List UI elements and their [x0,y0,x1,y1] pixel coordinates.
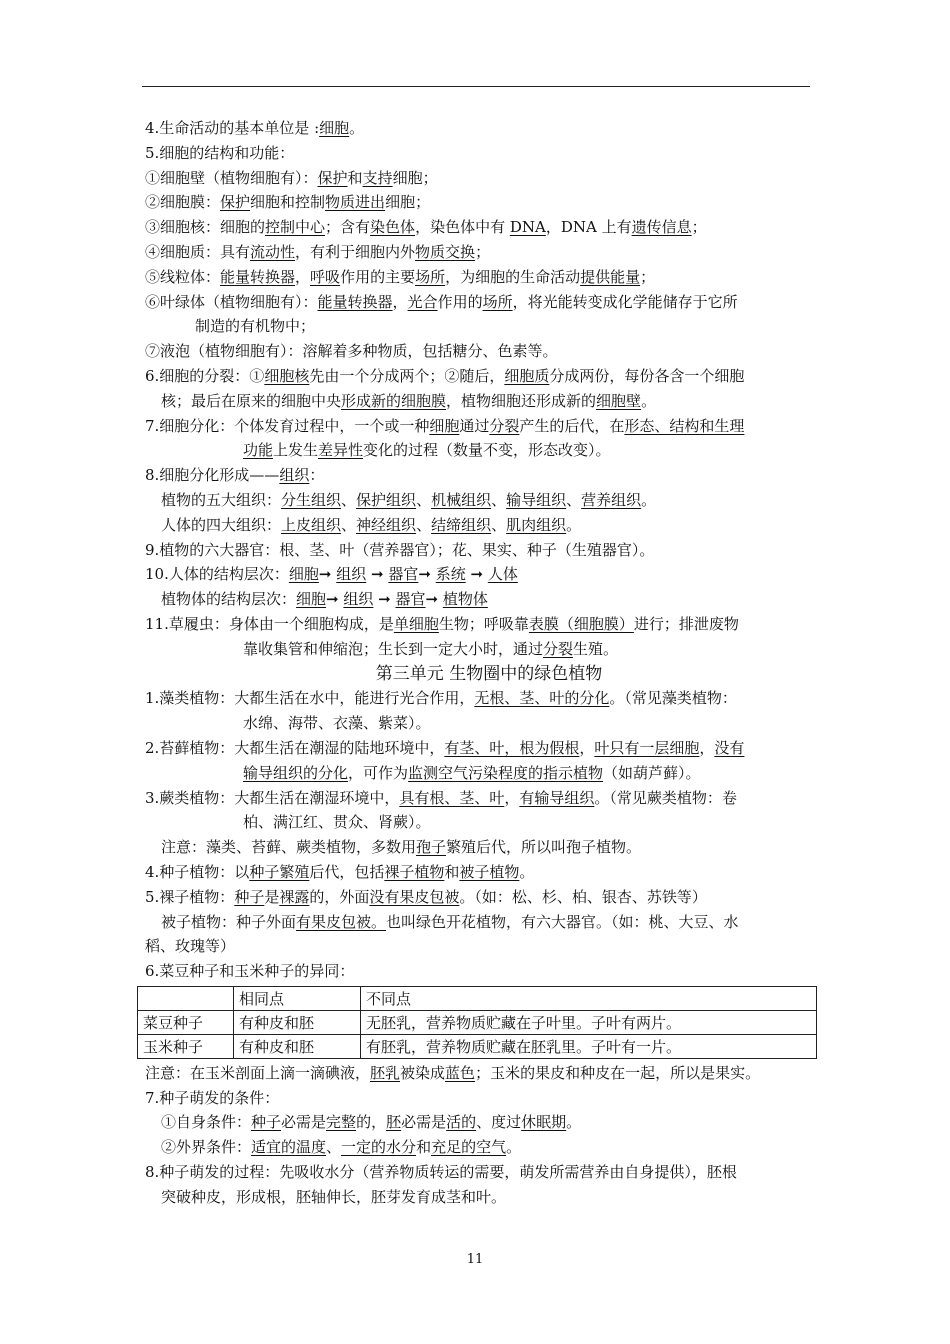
table-cell: 有胚乳，营养物质贮藏在胚乳里。子叶有一片。 [361,1034,817,1058]
underlined-term: 支持 [362,168,393,187]
underlined-term: 遗传信息 [631,218,692,237]
text-line: 突破种皮，形成根，胚轴伸长，胚芽发育成茎和叶。 [161,1187,507,1206]
underlined-term: 具有根、茎、叶 [399,788,505,807]
text-line: 水绵、海带、衣藻、紫菜）。 [243,714,431,733]
text-line: 6.菜豆种子和玉米种子的异同： [145,962,355,981]
underlined-term: 能量转换器 [317,292,393,311]
text-line: 5.细胞的结构和功能： [145,143,295,162]
text-line: 7.细胞分化：个体发育过程中，一个或一种细胞通过分裂产生的后代，在形态、结构和生理 [145,416,745,435]
text-line: 8.种子萌发的过程：先吸收水分（营养物质转运的需要，萌发所需营养由自身提供），胚根 [145,1163,737,1182]
underlined-term: 种子 [251,1113,282,1132]
underlined-term: 机械组织 [431,490,492,509]
text-line: 被子植物：种子外面有果皮包被。也叫绿色开花植物，有六大器官。（如：桃、大豆、水 [161,912,739,931]
underlined-term: 细胞质 [504,366,550,385]
text-line: 4.生命活动的基本单位是 :细胞。 [145,119,365,137]
underlined-term: 蓝色 [445,1063,476,1082]
underlined-term: 细胞 [429,416,460,435]
underlined-term: 场所 [415,267,446,286]
underlined-term: 人体 [487,565,518,584]
underlined-term: 保护 [317,168,348,187]
underlined-term: 分裂 [543,639,574,658]
underlined-term: 物质进出 [325,193,386,212]
text-line: ②细胞膜：保护细胞和控制物质进出细胞； [145,193,431,212]
table-cell: 有种皮和胚 [234,1034,361,1058]
underlined-term: 叶只有一层细胞 [594,738,700,757]
underlined-term: 呼吸 [310,267,341,286]
underlined-term: 肌肉组织 [506,515,567,534]
text-line: 核；最后在原来的细胞中央形成新的细胞膜，植物细胞还形成新的细胞壁。 [161,391,657,410]
table-cell: 玉米种子 [138,1034,234,1058]
text-line: 稻、玫瑰等） [145,937,236,956]
text-line: ②外界条件：适宜的温度、一定的水分和充足的空气。 [161,1138,522,1157]
underlined-term: 光合 [407,292,438,311]
underlined-term: 场所 [482,292,513,311]
underlined-term: 细胞 [288,565,319,584]
underlined-term: 输导组织 [506,490,567,509]
underlined-term: 充足的空气 [431,1138,507,1157]
text-line: 人体的四大组织：上皮组织、神经组织、结缔组织、肌肉组织。 [161,515,582,534]
text-line: ①细胞壁（植物细胞有）：保护和支持细胞； [145,168,438,187]
underlined-term: 营养组织 [581,490,642,509]
underlined-term: 表膜（细胞膜） [528,614,634,633]
underlined-term: 有茎、叶，根为假根 [444,738,580,757]
underlined-term: 活的 [446,1113,477,1132]
section-cells [145,116,813,438]
underlined-term: 器官 [388,565,419,584]
underlined-term: 植物体 [442,590,488,609]
underlined-term: 无根、茎、叶的分化 [474,689,610,708]
underlined-term: 组织 [343,590,374,609]
underlined-term: 分裂 [489,416,520,435]
seed-comparison-table [137,986,817,1059]
text-line: 功能上发生差异性变化的过程（数量不变，形态改变）。 [243,441,611,460]
underlined-term: 细胞 [296,590,327,609]
text-line: 柏、满江红、贯众、肾蕨）。 [243,813,431,832]
header-rule [142,86,810,87]
underlined-term: 没有 [714,738,745,757]
underlined-term: 组织 [279,466,310,485]
underlined-term: 形态、结构和生理 [624,416,745,435]
table-cell: 菜豆种子 [138,1010,234,1034]
underlined-term: 休眠期 [521,1113,567,1132]
table-header-cell: 相同点 [234,986,361,1010]
table-header-cell: 不同点 [361,986,817,1010]
text-line: ①自身条件：种子必需是完整的，胚必需是活的、度过休眠期。 [161,1113,582,1132]
underlined-term: 一定的水分 [341,1138,417,1157]
underlined-term: 染色体 [370,218,416,237]
table-header-row [138,986,817,1010]
underlined-term: 适宜的温度 [251,1138,327,1157]
text-line: 注意：在玉米剖面上滴一滴碘液，胚乳被染成蓝色；玉米的果皮和种皮在一起，所以是果实。 [145,1063,761,1082]
text-line: 制造的有机物中； [195,317,316,336]
text-line: 输导组织的分化，可作为监测空气污染程度的指示植物（如葫芦藓）。 [243,763,701,782]
text-line: 4.种子植物：以种子繁殖后代，包括裸子植物和被子植物。 [145,862,535,881]
text-line: 8.细胞分化形成——组织： [145,466,325,485]
underlined-term: 组织 [336,565,367,584]
text-line: ⑥叶绿体（植物细胞有）：能量转换器，光合作用的场所，将光能转变成化学能储存于它所 [145,292,738,311]
underlined-term: 结缔组织 [431,515,492,534]
underlined-term: 没有果皮包被 [369,887,460,906]
underlined-term: 有输导组织 [519,788,595,807]
underlined-term: 单细胞 [393,614,439,633]
underlined-term: 完整 [326,1113,357,1132]
underlined-term: 物质交换 [415,242,476,261]
text-line: 植物体的结构层次：细胞➞ 组织 ➞ 器官➞ 植物体 [161,590,488,609]
table-row [138,1034,817,1058]
page-number: 11 [466,1252,484,1267]
section-plants [145,686,813,984]
underlined-term: 形成新的细胞膜 [341,391,447,410]
underlined-term: 裸露 [279,887,310,906]
table-cell: 无胚乳，营养物质贮藏在子叶里。子叶有两片。 [361,1010,817,1034]
underlined-term: 提供能量 [580,267,641,286]
table-row [138,1010,817,1034]
underlined-term: 系统 [435,565,466,584]
underlined-term: 细胞 [319,119,350,137]
underlined-term: 种子繁殖 [249,862,310,881]
content [145,116,813,1210]
underlined-term: 流动性 [250,242,296,261]
underlined-term: 分生组织 [281,490,342,509]
text-line: ⑤线粒体：能量转换器，呼吸作用的主要场所，为细胞的生命活动提供能量； [145,267,656,286]
text-line: 注意：藻类、苔藓、蕨类植物，多数用孢子繁殖后代，所以叫孢子植物。 [161,838,642,857]
underlined-term: 输导组织的分化 [243,763,349,782]
underlined-term: 细胞壁 [596,391,642,410]
underlined-term: 孢子 [416,838,447,857]
underlined-term: 神经组织 [356,515,417,534]
underlined-term: 上皮组织 [281,515,342,534]
text-line: 1.藻类植物：大都生活在水中，能进行光合作用，无根、茎、叶的分化。（常见藻类植物： [145,689,737,708]
underlined-term: 保护 [220,193,251,212]
section-tissues [145,438,813,661]
underlined-term: 器官 [395,590,426,609]
underlined-term: 差异性 [318,441,364,460]
text-line: ④细胞质：具有流动性，有利于细胞内外物质交换； [145,242,491,261]
text-line: 10.人体的结构层次：细胞➞ 组织 ➞ 器官➞ 系统 ➞ 人体 [145,565,518,584]
underlined-term: 功能 [243,441,274,460]
table-header-cell [138,986,234,1010]
text-line: 5.裸子植物：种子是裸露的，外面没有果皮包被。（如：松、杉、柏、银杏、苏铁等） [145,887,707,906]
underlined-term: 胚乳 [370,1063,401,1082]
underlined-term: 保护组织 [356,490,417,509]
unit-title: 第三单元 生物圈中的绿色植物 [375,663,603,684]
underlined-term: 细胞核 [264,366,310,385]
underlined-term: 有果皮包被。 [296,912,387,931]
text-line: 2.苔藓植物：大都生活在潮湿的陆地环境中，有茎、叶，根为假根，叶只有一层细胞，没有 [145,738,745,757]
text-line: ⑦液泡（植物细胞有）：溶解着多种物质，包括糖分、色素等。 [145,342,558,361]
table-cell: 有种皮和胚 [234,1010,361,1034]
underlined-term: 裸子植物 [384,862,445,881]
underlined-term: 胚 [386,1113,402,1132]
underlined-term: DNA [509,218,546,237]
underlined-term: 控制中心 [265,218,326,237]
text-line: 11.草履虫：身体由一个细胞构成，是单细胞生物；呼吸靠表膜（细胞膜）进行；排泄废物 [145,614,739,633]
text-line: 靠收集管和伸缩泡；生长到一定大小时，通过分裂生殖。 [243,639,619,658]
text-line: 6.细胞的分裂：①细胞核先由一个分成两个；②随后，细胞质分成两份，每份各含一个细胞 [145,366,745,385]
underlined-term: 被子植物 [459,862,520,881]
text-line: 9.植物的六大器官：根、茎、叶（营养器官）；花、果实、种子（生殖器官）。 [145,540,655,559]
section-germination [145,1061,813,1210]
text-line: 7.种子萌发的条件： [145,1088,280,1107]
text-line: 3.蕨类植物：大都生活在潮湿环境中，具有根、茎、叶，有输导组织。（常见蕨类植物：卷 [145,788,737,807]
text-line: 植物的五大组织：分生组织、保护组织、机械组织、输导组织、营养组织。 [161,490,657,509]
underlined-term: 监测空气污染程度的指示植物 [408,763,604,782]
underlined-term: 能量转换器 [220,267,296,286]
underlined-term: 种子 [234,887,265,906]
text-line: ③细胞核：细胞的控制中心；含有染色体，染色体中有 DNA，DNA 上有遗传信息； [145,218,707,237]
